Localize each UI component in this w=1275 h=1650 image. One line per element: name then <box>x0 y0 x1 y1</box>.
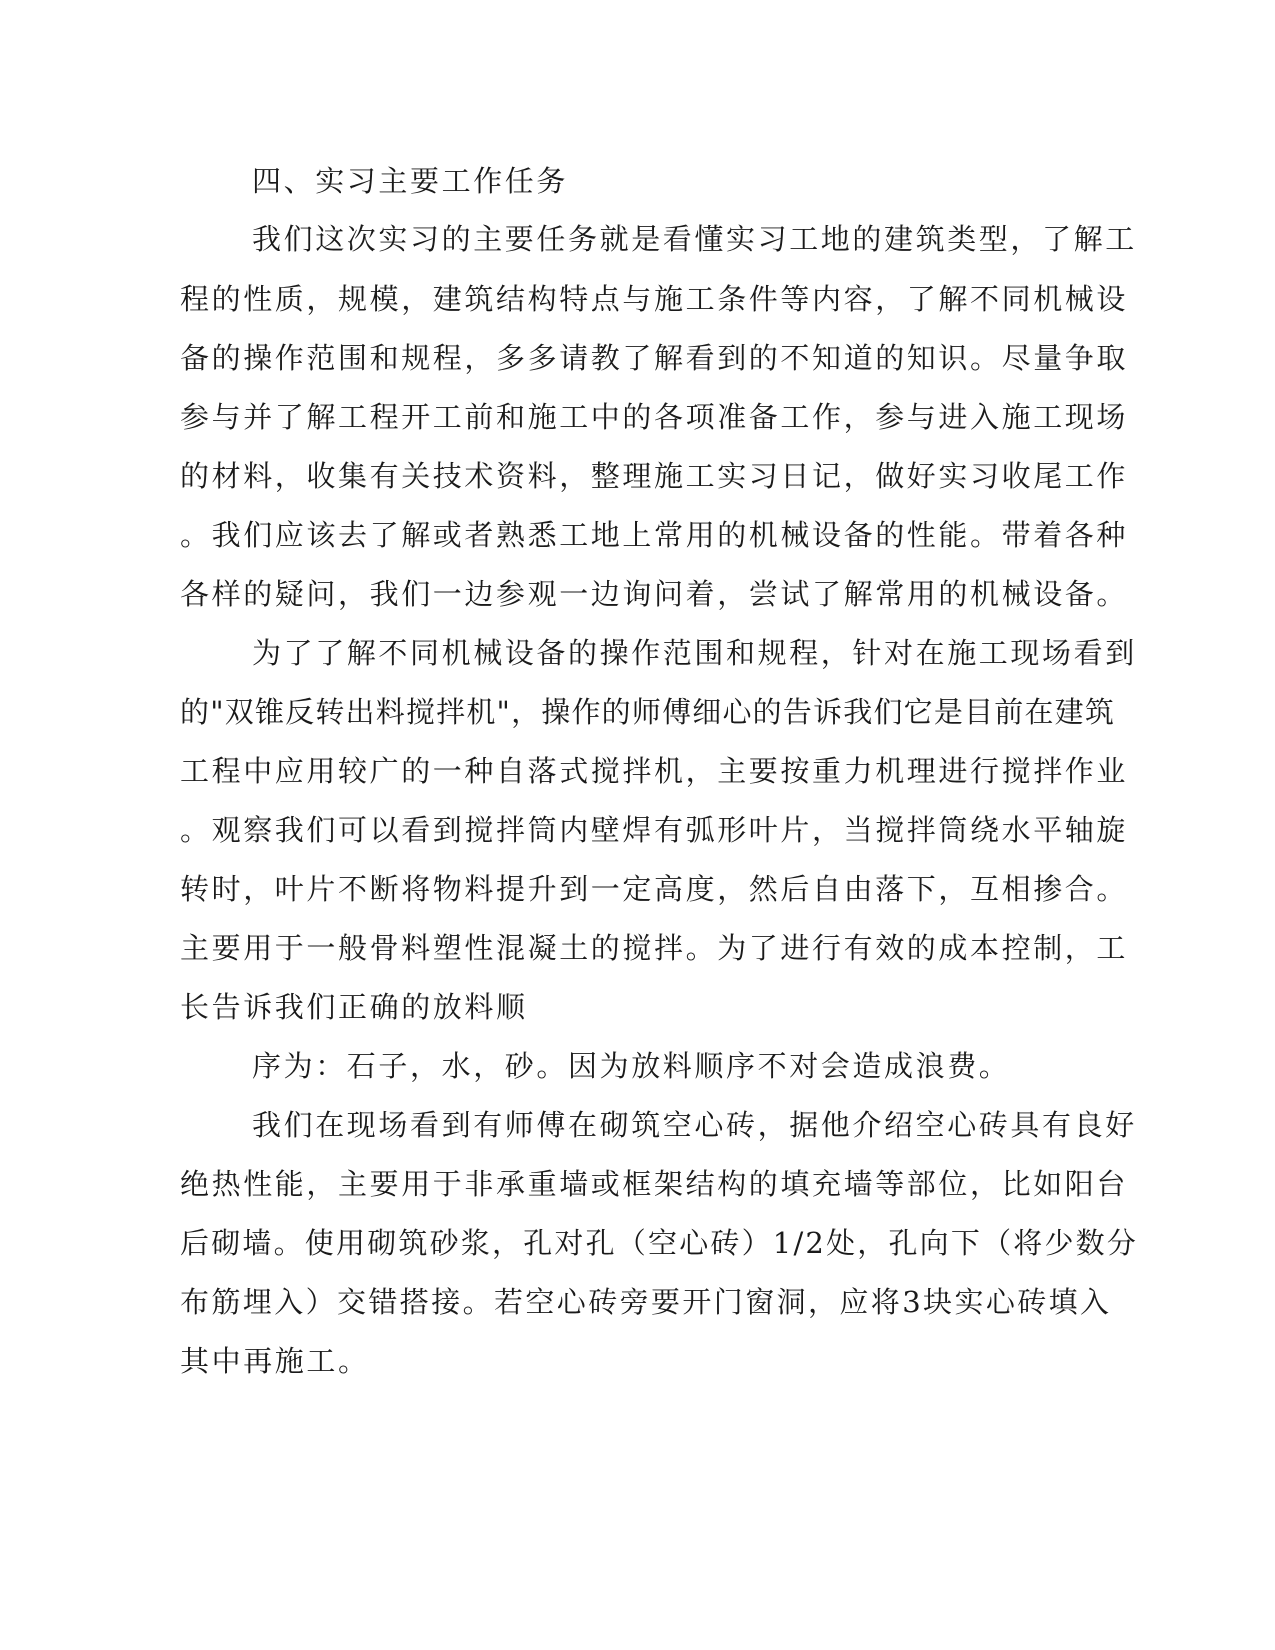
paragraph-line: 主要用于一般骨料塑性混凝土的搅拌。为了进行有效的成本控制，工 <box>180 931 1129 965</box>
paragraph-line: 为了了解不同机械设备的操作范围和规程，针对在施工现场看到 <box>252 636 1137 670</box>
paragraph-line: 备的操作范围和规程，多多请教了解看到的不知道的知识。尽量争取 <box>180 341 1129 375</box>
paragraph-line: 后砌墙。使用砌筑砂浆，孔对孔（空心砖）1/2处，孔向下（将少数分 <box>180 1226 1139 1260</box>
paragraph-line: 转时，叶片不断将物料提升到一定高度，然后自由落下，互相掺合。 <box>180 872 1129 906</box>
paragraph-line: 程的性质，规模，建筑结构特点与施工条件等内容，了解不同机械设 <box>180 282 1129 316</box>
paragraph-line: 。我们应该去了解或者熟悉工地上常用的机械设备的性能。带着各种 <box>180 518 1129 552</box>
paragraph-line: 。观察我们可以看到搅拌筒内壁焊有弧形叶片，当搅拌筒绕水平轴旋 <box>180 813 1129 847</box>
paragraph-line: 序为：石子，水，砂。因为放料顺序不对会造成浪费。 <box>252 1049 1011 1083</box>
paragraph-line: 的"双锥反转出料搅拌机"，操作的师傅细心的告诉我们它是目前在建筑 <box>180 695 1116 729</box>
section-heading: 四、实习主要工作任务 <box>252 164 569 198</box>
paragraph-line: 我们这次实习的主要任务就是看懂实习工地的建筑类型，了解工 <box>252 222 1137 256</box>
paragraph-line: 其中再施工。 <box>180 1344 370 1378</box>
paragraph-line: 的材料，收集有关技术资料，整理施工实习日记，做好实习收尾工作 <box>180 459 1129 493</box>
paragraph-line: 工程中应用较广的一种自落式搅拌机，主要按重力机理进行搅拌作业 <box>180 754 1129 788</box>
paragraph-line: 各样的疑问，我们一边参观一边询问着，尝试了解常用的机械设备。 <box>180 577 1129 611</box>
paragraph-line: 我们在现场看到有师傅在砌筑空心砖，据他介绍空心砖具有良好 <box>252 1108 1137 1142</box>
paragraph-line: 参与并了解工程开工前和施工中的各项准备工作，参与进入施工现场 <box>180 400 1129 434</box>
paragraph-line: 绝热性能，主要用于非承重墙或框架结构的填充墙等部位，比如阳台 <box>180 1167 1129 1201</box>
paragraph-line: 长告诉我们正确的放料顺 <box>180 990 528 1024</box>
paragraph-line: 布筋埋入）交错搭接。若空心砖旁要开门窗洞，应将3块实心砖填入 <box>180 1285 1112 1319</box>
